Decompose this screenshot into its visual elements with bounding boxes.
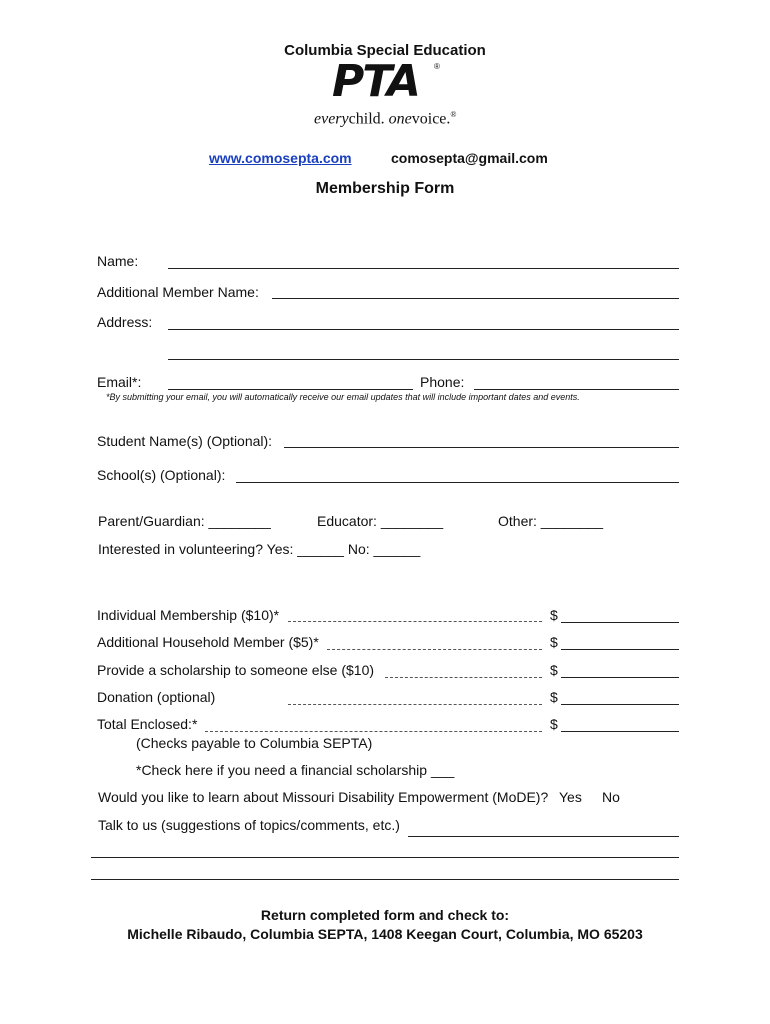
dollar-sign: $ bbox=[550, 662, 558, 678]
individual-membership-label: Individual Membership ($10)* bbox=[97, 607, 280, 623]
individual-amount-field[interactable] bbox=[561, 622, 679, 623]
return-address: Michelle Ribaudo, Columbia SEPTA, 1408 Keegan Court, Columbia, MO 65203 bbox=[127, 926, 643, 942]
student-names-label: Student Name(s) (Optional): bbox=[97, 433, 273, 449]
additional-member-label: Additional Member Name: bbox=[97, 284, 259, 300]
other-option[interactable]: Other: ________ bbox=[498, 513, 604, 529]
return-instructions: Return completed form and check to: bbox=[260, 907, 510, 923]
volunteer-question[interactable]: Interested in volunteering? Yes: ______ No: ______ bbox=[98, 541, 421, 557]
dollar-sign: $ bbox=[550, 716, 558, 732]
leader-dots bbox=[327, 649, 542, 650]
leader-dots bbox=[205, 731, 542, 732]
tagline bbox=[314, 110, 456, 128]
tagline-mark: ® bbox=[450, 110, 457, 119]
schools-field[interactable] bbox=[236, 482, 679, 483]
mode-yes-option[interactable]: Yes bbox=[559, 789, 582, 805]
leader-dots bbox=[288, 704, 542, 705]
comments-field-line1[interactable] bbox=[408, 836, 679, 837]
comments-field-line3[interactable] bbox=[91, 879, 679, 880]
scholarship-amount-field[interactable] bbox=[561, 677, 679, 678]
additional-member-field[interactable] bbox=[272, 298, 679, 299]
website-link[interactable]: www.comosepta.com bbox=[209, 150, 352, 166]
tagline-voice: voice. bbox=[411, 110, 451, 128]
email-note: *By submitting your email, you will automatically receive our email updates that will include important dates and events. bbox=[106, 392, 580, 402]
parent-guardian-option[interactable]: Parent/Guardian: ________ bbox=[98, 513, 271, 529]
tagline-child: child. bbox=[348, 110, 385, 128]
phone-label: Phone: bbox=[420, 374, 465, 390]
org-name: Columbia Special Education bbox=[284, 42, 486, 59]
household-amount-field[interactable] bbox=[561, 649, 679, 650]
schools-label: School(s) (Optional): bbox=[97, 467, 226, 483]
mode-question: Would you like to learn about Missouri Disability Empowerment (MoDE)? bbox=[98, 789, 549, 805]
total-amount-field[interactable] bbox=[561, 731, 679, 732]
dollar-sign: $ bbox=[550, 607, 558, 623]
tagline-one: one bbox=[388, 110, 412, 128]
student-names-field[interactable] bbox=[284, 447, 679, 448]
pta-logo-mark: ® bbox=[434, 62, 440, 71]
scholarship-label: Provide a scholarship to someone else ($10) bbox=[97, 662, 375, 678]
donation-label: Donation (optional) bbox=[97, 689, 216, 705]
form-title: Membership Form bbox=[315, 180, 455, 197]
leader-dots bbox=[288, 621, 542, 622]
contact-email: comosepta@gmail.com bbox=[391, 150, 548, 166]
address-field-line1[interactable] bbox=[168, 329, 679, 330]
address-label: Address: bbox=[97, 314, 153, 330]
comments-field-line2[interactable] bbox=[91, 857, 679, 858]
donation-amount-field[interactable] bbox=[561, 704, 679, 705]
tagline-every: every bbox=[314, 110, 349, 128]
household-member-label: Additional Household Member ($5)* bbox=[97, 634, 319, 650]
financial-scholarship-check[interactable]: *Check here if you need a financial scholarship ___ bbox=[136, 762, 455, 778]
mode-no-option[interactable]: No bbox=[602, 789, 620, 805]
name-label: Name: bbox=[97, 253, 139, 269]
address-field-line2[interactable] bbox=[168, 359, 679, 360]
leader-dots bbox=[385, 677, 542, 678]
email-label: Email*: bbox=[97, 374, 142, 390]
name-field[interactable] bbox=[168, 268, 679, 269]
dollar-sign: $ bbox=[550, 689, 558, 705]
talk-to-us-label: Talk to us (suggestions of topics/comments, etc.) bbox=[98, 817, 400, 833]
email-field[interactable] bbox=[168, 389, 413, 390]
phone-field[interactable] bbox=[474, 389, 679, 390]
pta-logo bbox=[332, 58, 442, 108]
total-enclosed-label: Total Enclosed:* bbox=[97, 716, 198, 732]
pta-logo-text: PTA bbox=[332, 56, 419, 107]
checks-payable-note: (Checks payable to Columbia SEPTA) bbox=[136, 735, 373, 751]
dollar-sign: $ bbox=[550, 634, 558, 650]
educator-option[interactable]: Educator: ________ bbox=[317, 513, 444, 529]
